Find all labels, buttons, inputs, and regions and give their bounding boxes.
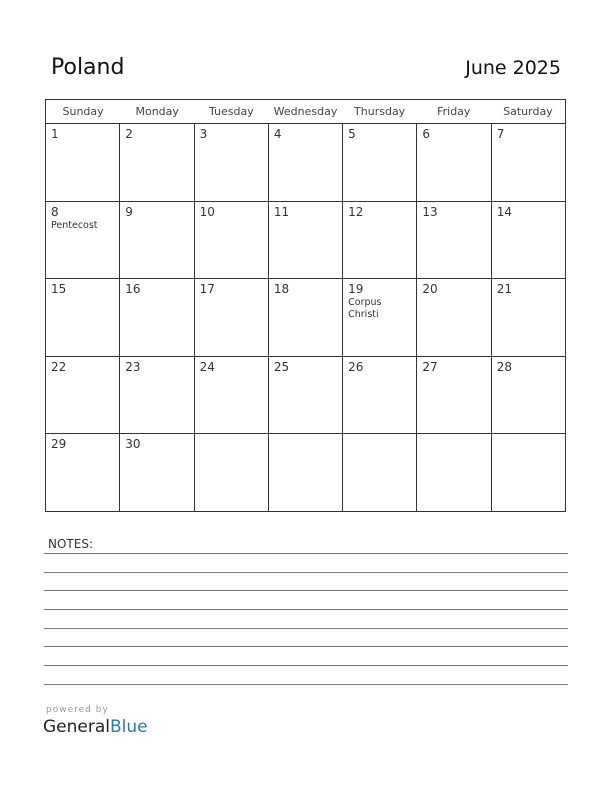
day-number: 19 — [348, 282, 364, 297]
calendar-weeks — [46, 124, 565, 512]
weekday-saturday: Saturday — [503, 105, 553, 118]
day-cell — [269, 357, 343, 434]
holiday-label: Corpus Christi — [348, 297, 382, 321]
day-number: 24 — [199, 359, 215, 374]
month-label: June 2025 — [465, 57, 561, 79]
day-number: 2 — [125, 127, 133, 141]
day-cell — [269, 124, 343, 201]
day-number: 6 — [422, 127, 431, 141]
calendar-week-row — [46, 279, 565, 357]
brand-blue-text: Blue — [110, 717, 148, 737]
day-cell — [417, 279, 491, 356]
day-cell — [343, 434, 417, 512]
day-number: 12 — [348, 204, 364, 219]
weekday-header-row — [46, 100, 565, 124]
brand-logo[interactable] — [43, 717, 148, 737]
day-cell — [492, 357, 565, 434]
day-cell — [492, 434, 565, 512]
day-cell — [46, 124, 120, 201]
weekday-thursday: Thursday — [354, 105, 406, 118]
day-cell — [343, 124, 417, 201]
day-number: 22 — [51, 359, 67, 374]
day-cell — [269, 279, 343, 356]
holiday-label: Pentecost — [51, 219, 98, 231]
day-cell — [46, 434, 120, 512]
page-title: Poland — [51, 55, 125, 80]
day-cell — [417, 357, 491, 434]
day-cell — [417, 202, 491, 279]
note-line — [44, 665, 568, 666]
weekday-tuesday: Tuesday — [208, 105, 254, 118]
day-cell — [195, 202, 269, 279]
day-cell — [492, 124, 565, 201]
day-cell — [46, 279, 120, 356]
day-number: 16 — [125, 282, 141, 297]
day-cell — [46, 202, 120, 279]
day-cell — [120, 357, 194, 434]
day-cell — [492, 279, 565, 356]
calendar-week-row — [46, 357, 565, 435]
brand-general-text: General — [43, 717, 110, 737]
day-cell — [343, 202, 417, 279]
notes-label: NOTES: — [48, 537, 93, 551]
day-number: 11 — [273, 204, 290, 219]
day-cell — [195, 357, 269, 434]
day-number: 30 — [125, 437, 141, 452]
day-number: 28 — [496, 359, 512, 374]
note-line — [44, 646, 568, 647]
note-line — [44, 628, 568, 629]
note-line — [44, 572, 568, 573]
day-number: 20 — [422, 282, 438, 297]
day-number: 13 — [422, 204, 438, 219]
day-cell — [120, 202, 194, 279]
calendar-week-row — [46, 124, 565, 202]
calendar-grid — [45, 99, 566, 512]
day-cell — [343, 357, 417, 434]
weekday-sunday: Sunday — [62, 105, 104, 118]
day-number: 29 — [51, 437, 67, 452]
day-cell — [120, 279, 194, 356]
day-number: 9 — [125, 204, 133, 219]
day-cell — [417, 434, 491, 512]
day-cell — [46, 357, 120, 434]
powered-by-text: powered by — [46, 705, 109, 715]
day-number: 3 — [199, 127, 208, 141]
day-number: 4 — [273, 127, 282, 141]
weekday-wednesday: Wednesday — [273, 105, 338, 118]
day-cell — [195, 434, 269, 512]
day-number: 23 — [125, 359, 141, 374]
day-number: 7 — [496, 127, 505, 141]
day-cell — [343, 279, 417, 356]
day-number: 17 — [199, 282, 215, 297]
calendar-week-row — [46, 434, 565, 512]
day-cell — [120, 124, 194, 201]
day-cell — [269, 202, 343, 279]
day-cell — [269, 434, 343, 512]
day-cell — [417, 124, 491, 201]
note-line — [44, 609, 568, 610]
day-number: 14 — [496, 204, 512, 219]
note-line — [44, 590, 568, 591]
day-number: 27 — [422, 359, 438, 374]
day-number: 26 — [348, 359, 364, 374]
day-cell — [492, 202, 565, 279]
day-number: 18 — [273, 282, 290, 297]
day-number: 21 — [496, 282, 512, 297]
day-cell — [120, 434, 194, 512]
day-number: 8 — [51, 204, 59, 219]
note-line — [44, 553, 568, 554]
day-cell — [195, 124, 269, 201]
day-number: 15 — [51, 282, 67, 297]
note-line — [44, 684, 568, 685]
day-cell — [195, 279, 269, 356]
day-number: 5 — [348, 127, 356, 141]
day-number: 1 — [51, 127, 59, 141]
day-number: 25 — [273, 359, 290, 374]
calendar-week-row — [46, 202, 565, 280]
weekday-monday: Monday — [135, 105, 179, 118]
day-number: 10 — [199, 204, 215, 219]
weekday-friday: Friday — [437, 105, 471, 118]
